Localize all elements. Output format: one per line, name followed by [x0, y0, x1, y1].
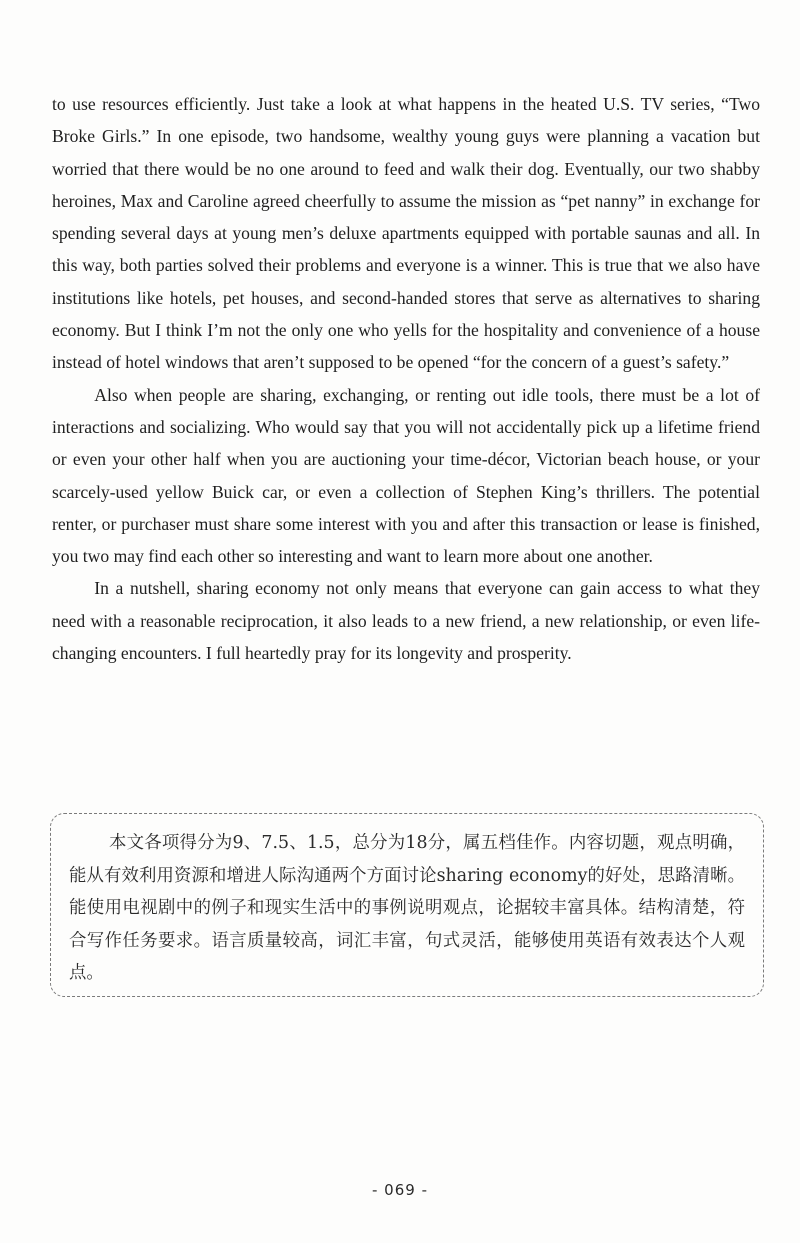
essay-body — [52, 88, 760, 669]
essay-paragraph-conclusion: In a nutshell, sharing economy not only means that everyone can gain access to what they need with a reasonable reciprocation, it also leads to a new friend, a new relationship, or even life-changing encounters. I full heartedly pray for its longevity and prosperity. — [52, 578, 760, 664]
evaluation-comment-text: 本文各项得分为9、7.5、1.5，总分为18分，属五档佳作。内容切题，观点明确，能从有效利用资源和增进人际沟通两个方面讨论sharing economy的好处，思路清晰。能使用电视剧中的例子和现实生活中的事例说明观点，论据较丰富具体。结构清楚，符合写作任务要求。语言质量较高，词汇丰富，句式灵活，能够使用英语有效表达个人观点。 — [69, 833, 745, 984]
essay-paragraph-socializing: Also when people are sharing, exchanging, or renting out idle tools, there must be a lot of interactions and socializing. Who would say that you will not accidentally pick up a lifetime friend or even your other half when you are auctioning your time-décor, Victorian beach house, or your scarcely-used yellow Buick car, or even a collection of Stephen King’s thrillers. The potential renter, or purchaser must share some interest with you and after this transaction or lease is finished, you two may find each other so interesting and want to learn more about one another. — [52, 384, 760, 567]
essay-paragraph-continued: to use resources efficiently. Just take a look at what happens in the heated U.S. TV series, “Two Broke Girls.” In one episode, two handsome, wealthy young guys were planning a vacation but worried that there would be no one around to feed and walk their dog. Eventually, our two shabby heroines, Max and Caroline agreed cheerfully to assume the mission as “pet nanny” in exchange for spending several days at young men’s deluxe apartments equipped with portable saunas and all. In this way, both parties solved their problems and everyone is a winner. This is true that we also have institutions like hotels, pet houses, and second-handed stores that serve as alternatives to sharing economy. But I think I’m not the only one who yells for the hospitality and convenience of a house instead of hotel windows that aren’t supposed to be opened “for the concern of a guest’s safety.” — [52, 94, 760, 373]
evaluation-comment-box — [50, 813, 764, 997]
page-number: - 069 - — [372, 1181, 428, 1199]
